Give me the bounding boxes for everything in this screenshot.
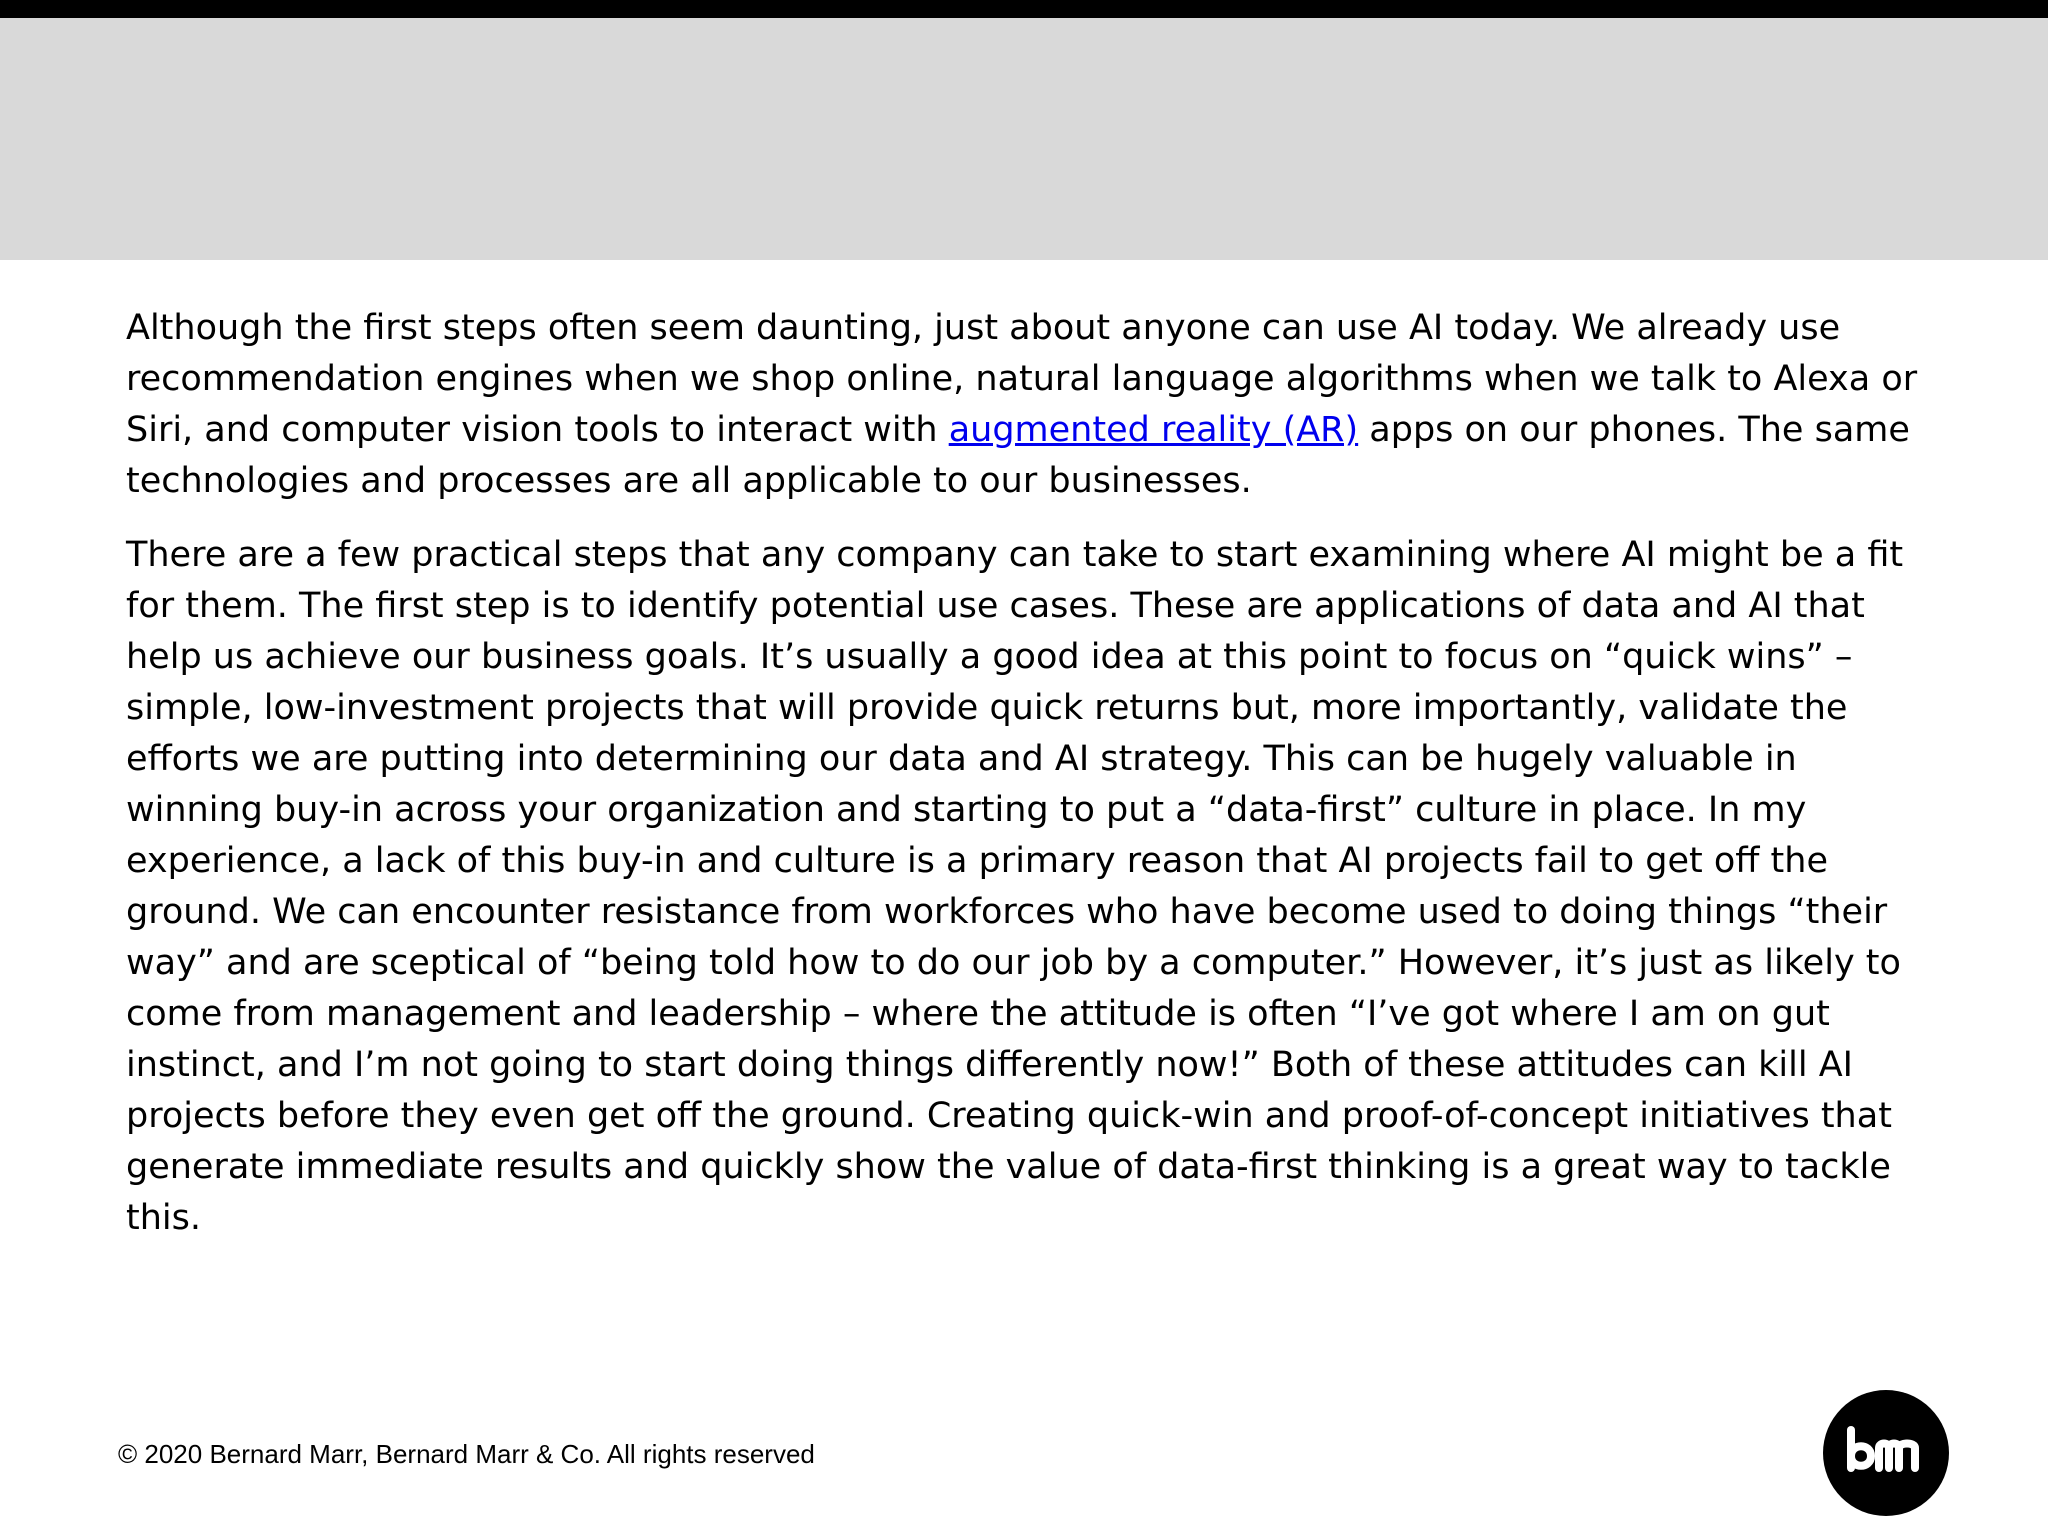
paragraph-2: There are a few practical steps that any company can take to start examining where AI might be a fit for them. The first step is to identify potential use cases. These are applications of data and AI that help us achieve our business goals. It’s usually a good idea at this point to focus on “quick wins” – simple, low-investment projects that will provide quick returns but, more importantly, validate the efforts we are putting into determining our data and AI strategy. This can be hugely valuable in winning buy-in across your organization and starting to put a “data-first” culture in place. In my experience, a lack of this buy-in and culture is a primary reason that AI projects fail to get off the ground. We can encounter resistance from workforces who have become used to doing things “their way” and are sceptical of “being told how to do our job by a computer.” However, it’s just as likely to come from management and leadership – where the attitude is often “I’ve got where I am on gut instinct, and I’m not going to start doing things differently now!” Both of these attitudes can kill AI projects before they even get off the ground. Creating quick-win and proof-of-concept initiatives that generate immediate results and quickly show the value of data-first thinking is a great way to tackle this. [126,535,1904,1238]
bm-logo-icon [1823,1390,1949,1516]
footer-copyright: © 2020 Bernard Marr, Bernard Marr & Co. All rights reserved [118,1439,815,1469]
augmented-reality-link[interactable]: augmented reality (AR) [948,410,1359,450]
paragraph-1-text-end: apps on our phones. The same technologies and processes are all applicable to our businesses. [126,410,1910,501]
bm-logo-glyph [1823,1390,1949,1516]
header-band [0,18,2048,260]
article-body [126,303,1926,1267]
paragraph-1-text-start: Although the first steps often seem daunting, just about anyone can use AI today. We already use recommendation engines when we shop online, natural language algorithms when we talk to Alexa or Siri, and computer vision tools to interact with [126,308,1918,450]
paragraph-1 [126,303,1926,507]
top-bar [0,0,2048,18]
